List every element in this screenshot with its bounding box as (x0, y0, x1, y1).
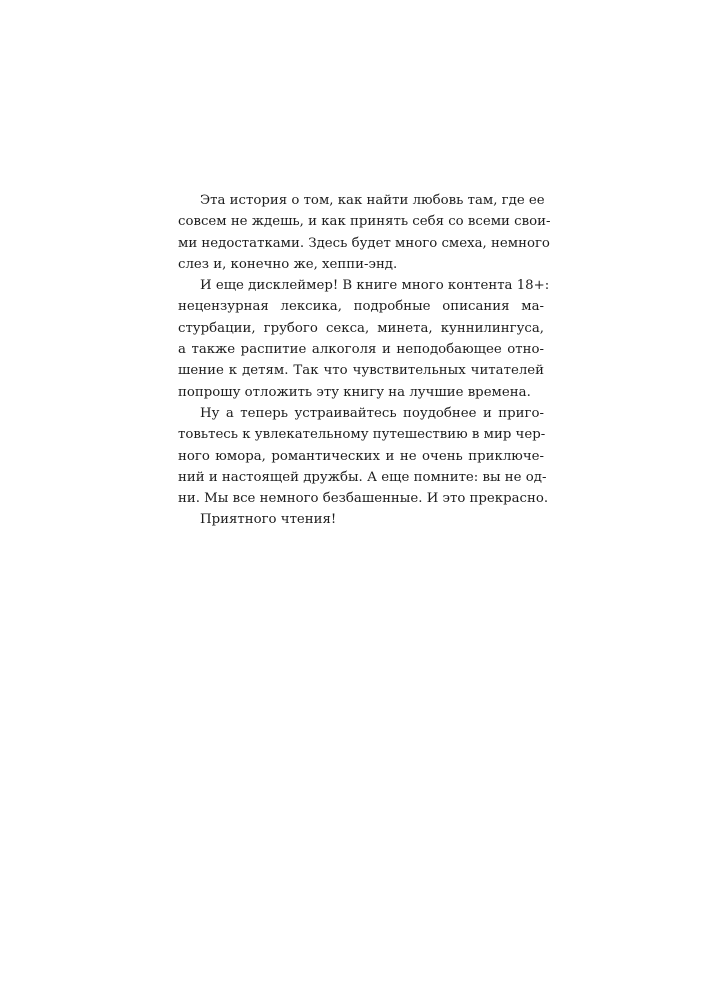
text-line: шение к детям. Так что чувствительных читателей (178, 363, 544, 379)
text-line: товьтесь к увлекательному путешествию в мир чер- (178, 427, 546, 443)
text-line: попрошу отложить эту книгу на лучшие времена. (178, 384, 531, 400)
text-line: а также распитие алкоголя и неподобающее отно- (178, 342, 544, 358)
text-line: Ну а теперь устраивайтесь поудобнее и приго- (200, 405, 544, 421)
text-line: Эта история о том, как найти любовь там, где ее (200, 193, 545, 208)
text-line: совсем не ждешь, и как принять себя со всеми свои- (178, 214, 551, 230)
text-line: Приятного чтения! (200, 512, 337, 528)
paragraph-intro (178, 190, 551, 275)
text-line: ний и настоящей дружбы. А еще помните: вы не од- (178, 469, 547, 485)
paragraph-invitation (178, 403, 549, 509)
text-line: стурбации, грубого секса, минета, куннилингуса, (178, 320, 544, 336)
text-line: И еще дисклеймер! В книге много контента 18+: (200, 278, 550, 294)
text-line: ного юмора, романтических и не очень приключе- (178, 448, 544, 464)
text-line: слез и, конечно же, хеппи-энд. (178, 256, 398, 272)
paragraph-closing (178, 509, 544, 530)
paragraph-disclaimer (178, 275, 550, 403)
book-page-text (178, 190, 551, 531)
text-line: ми недостатками. Здесь будет много смеха, немного (178, 235, 550, 251)
text-line: нецензурная лексика, подробные описания ма- (178, 299, 544, 315)
text-line: ни. Мы все немного безбашенные. И это прекрасно. (178, 491, 549, 507)
